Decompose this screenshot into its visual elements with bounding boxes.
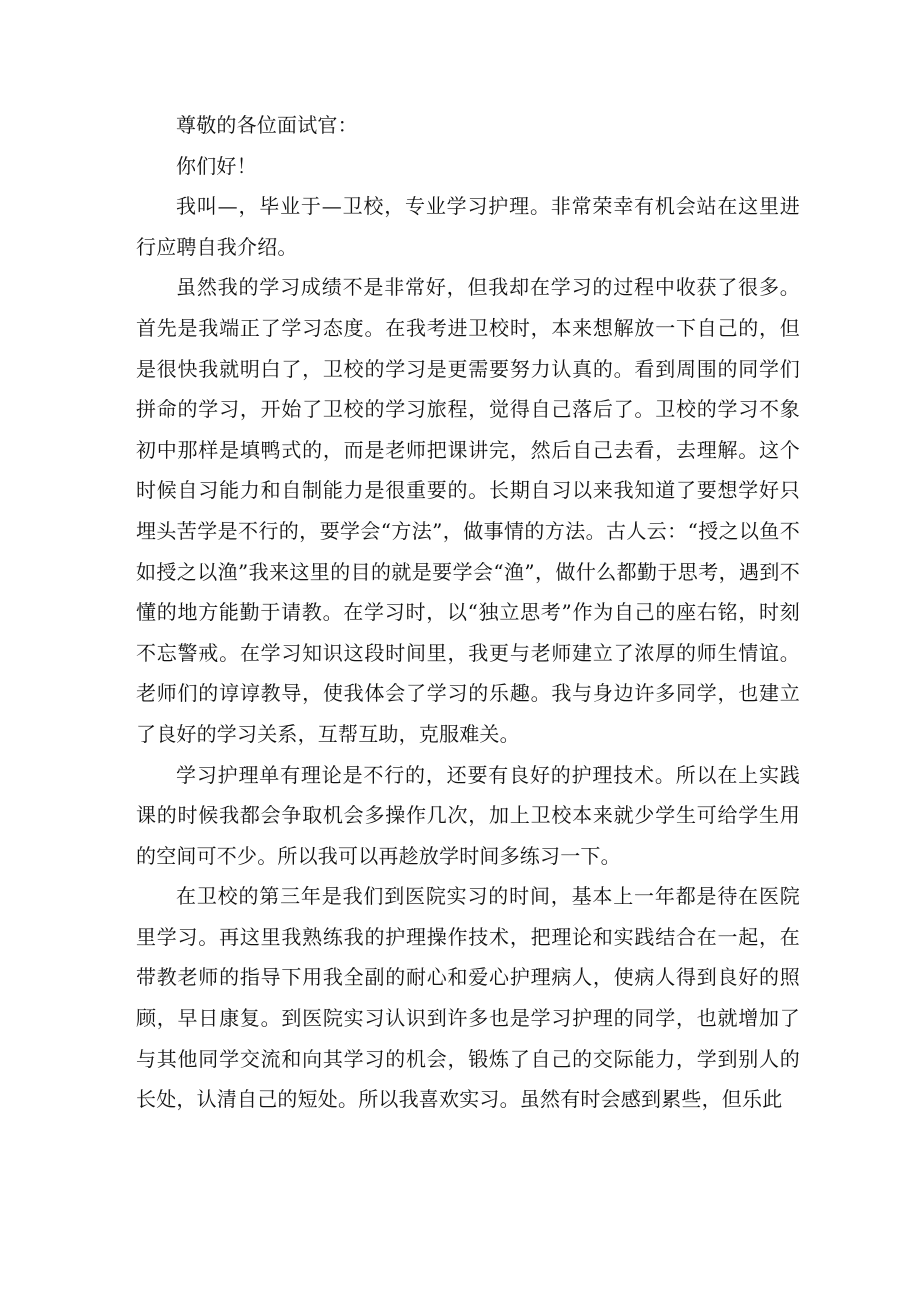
salutation: 尊敬的各位面试官：	[176, 113, 358, 137]
paragraph-study-attitude: 虽然我的学习成绩不是非常好，但我却在学习的过程中收获了很多。首先是我端正了学习态度。在我考进卫校时，本来想解放一下自己的，但是很快我就明白了，卫校的学习是更需要努力认真的。看到周围的同学们拼命的学习，开始了卫校的学习旅程，觉得自己落后了。卫校的学习不象初中那样是填鸭式的，而是老师把课讲完，然后自己去看，去理解。这个时候自习能力和自制能力是很重要的。长期自习以来我知道了要想学好只埋头苦学是不行的，要学会“方法”，做事情的方法。古人云：“授之以鱼不如授之以渔”我来这里的目的就是要学会“渔”，做什么都勤于思考，遇到不懂的地方能勤于请教。在学习时，以“独立思考”作为自己的座右铭，时刻不忘警戒。在学习知识这段时间里，我更与老师建立了浓厚的师生情谊。老师们的谆谆教导，使我体会了学习的乐趣。我与身边许多同学，也建立了良好的学习关系，互帮互助，克服难关。	[136, 275, 800, 746]
paragraph-nursing-practice: 学习护理单有理论是不行的，还要有良好的护理技术。所以在上实践课的时候我都会争取机会多操作几次，加上卫校本来就少学生可给学生用的空间可不少。所以我可以再趁放学时间多练习一下。	[136, 762, 800, 868]
paragraph-introduction: 我叫—，毕业于—卫校，专业学习护理。非常荣幸有机会站在这里进行应聘自我介绍。	[136, 194, 800, 259]
paragraph-hospital-internship: 在卫校的第三年是我们到医院实习的时间，基本上一年都是待在医院里学习。再这里我熟练我的护理操作技术，把理论和实践结合在一起，在带教老师的指导下用我全副的耐心和爱心护理病人，使病人得到良好的照顾，早日康复。到医院实习认识到许多也是学习护理的同学，也就增加了与其他同学交流和向其学习的机会，锻炼了自己的交际能力，学到别人的长处，认清自己的短处。所以我喜欢实习。虽然有时会感到累些，但乐此	[136, 884, 800, 1112]
letter-body	[136, 105, 800, 1120]
greeting: 你们好！	[176, 153, 257, 178]
